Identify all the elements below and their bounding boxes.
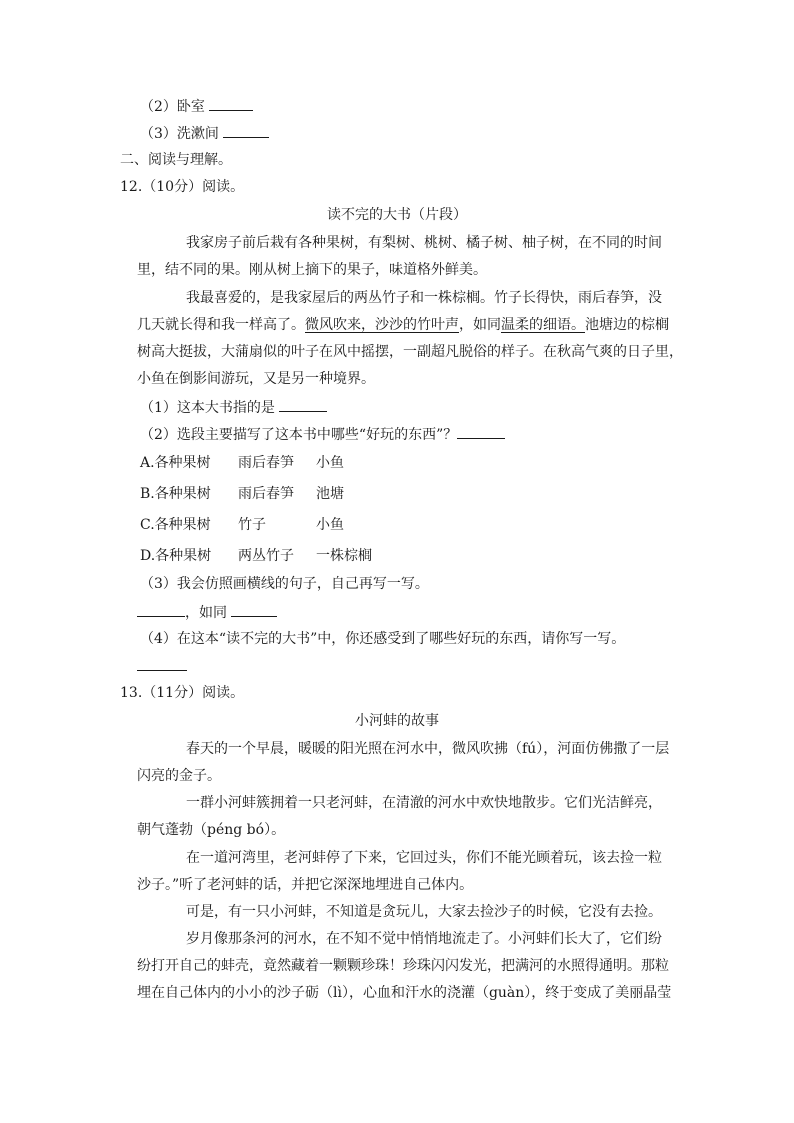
- question-12-heading: 12.（10分）阅读。: [120, 179, 245, 195]
- sub-question-1: [140, 397, 327, 418]
- answer-blank: [137, 602, 185, 617]
- passage-2-title: 小河蚌的故事: [355, 713, 439, 729]
- question-text: （2）卧室: [140, 99, 205, 115]
- option-cell: 小鱼: [316, 517, 344, 533]
- option-cell: 一株棕榈: [316, 548, 372, 564]
- passage-2-line: 纷打开自己的蚌壳，竟然藏着一颗颗珍珠！珍珠闪闪发光，把满河的水照得通明。那粒: [137, 958, 669, 974]
- option-a: [140, 453, 344, 473]
- passage-1-line: 里，结不同的果。刚从树上摘下的果子，味道格外鲜美。: [137, 262, 487, 278]
- option-cell: 雨后春笋: [238, 486, 294, 502]
- question-11-3: [140, 123, 269, 144]
- answer-blank: [457, 424, 505, 439]
- text-segment: 池塘边的棕榈: [585, 317, 669, 333]
- option-cell: 两丛竹子: [238, 548, 294, 564]
- passage-2-line: 在一道河湾里，老河蚌停了下来，它回过头，你们不能光顾着玩，该去捡一粒: [186, 850, 662, 866]
- passage-2-line: 朝气蓬勃（péng bó）。: [137, 822, 286, 838]
- passage-1-line: 树高大挺拔，大蒲扇似的叶子在风中摇摆，一副超凡脱俗的样子。在秋高气爽的日子里，: [137, 344, 683, 360]
- sub-question-2: [140, 424, 505, 445]
- text-segment: ，如同: [459, 317, 501, 333]
- passage-1-line: 我家房子前后栽有各种果树，有梨树、桃树、橘子树、柚子树，在不同的时间: [186, 235, 662, 251]
- passage-2-line: 闪亮的金子。: [137, 768, 221, 784]
- passage-1-line: 小鱼在倒影间游玩，又是另一种境界。: [137, 371, 375, 387]
- sub-question-4-answer: [137, 656, 187, 677]
- passage-2-line: 可是，有一只小河蚌，不知道是贪玩儿，大家去捡沙子的时候，它没有去捡。: [186, 904, 662, 920]
- option-cell: 竹子: [238, 517, 266, 533]
- passage-2-line: 一群小河蚌簇拥着一只老河蚌，在清澈的河水中欢快地散步。它们光洁鲜亮，: [186, 795, 662, 811]
- passage-2-line: 春天的一个早晨，暖暖的阳光照在河水中，微风吹拂（fú），河面仿佛撒了一层: [186, 741, 670, 757]
- option-c: [140, 515, 344, 535]
- sub-question-4: （4）在这本“读不完的大书”中，你还感受到了哪些好玩的东西，请你写一写。: [140, 631, 626, 647]
- answer-blank: [231, 602, 277, 617]
- option-cell: 池塘: [316, 486, 344, 502]
- option-cell: A.各种果树: [140, 455, 211, 471]
- passage-2-line: 沙子。”听了老河蚌的话，并把它深深地埋进自己体内。: [137, 877, 474, 893]
- question-text: （3）洗漱间: [140, 126, 219, 142]
- answer-blank: [279, 397, 327, 412]
- answer-blank: [209, 96, 253, 111]
- sub-question-3-answer: [137, 602, 277, 623]
- option-cell: C.各种果树: [140, 517, 211, 533]
- question-text: （2）选段主要描写了这本书中哪些“好玩的东西”？: [140, 427, 458, 443]
- option-cell: 小鱼: [316, 455, 344, 471]
- sub-question-3: （3）我会仿照画横线的句子，自己再写一写。: [140, 576, 429, 592]
- question-11-2: [140, 96, 253, 117]
- passage-1-line: 我最喜爱的，是我家屋后的两丛竹子和一株棕榈。竹子长得快，雨后春笋，没: [186, 290, 662, 306]
- option-b: [140, 484, 344, 504]
- question-text: ，如同: [185, 605, 227, 621]
- underlined-sentence: 温柔的细语。: [501, 317, 585, 333]
- question-text: （1）这本大书指的是: [140, 400, 275, 416]
- option-cell: B.各种果树: [140, 486, 211, 502]
- answer-blank: [137, 656, 187, 671]
- passage-2-line: 岁月像那条河的河水，在不知不觉中悄悄地流走了。小河蚌们长大了，它们纷: [186, 931, 662, 947]
- option-cell: 雨后春笋: [238, 455, 294, 471]
- question-13-heading: 13.（11分）阅读。: [120, 685, 245, 701]
- passage-1-line: [137, 315, 669, 335]
- passage-2-line: 埋在自己体内的小小的沙子砺（lì），心血和汗水的浇灌（guàn），终于变成了美丽晶莹: [137, 985, 672, 1001]
- answer-blank: [223, 123, 269, 138]
- option-d: [140, 546, 372, 566]
- option-cell: D.各种果树: [140, 548, 212, 564]
- section-heading: 二、阅读与理解。: [120, 152, 232, 168]
- text-segment: 几天就长得和我一样高了。: [137, 317, 305, 333]
- underlined-sentence: 微风吹来，沙沙的竹叶声: [305, 317, 459, 333]
- passage-1-title: 读不完的大书（片段）: [327, 207, 467, 223]
